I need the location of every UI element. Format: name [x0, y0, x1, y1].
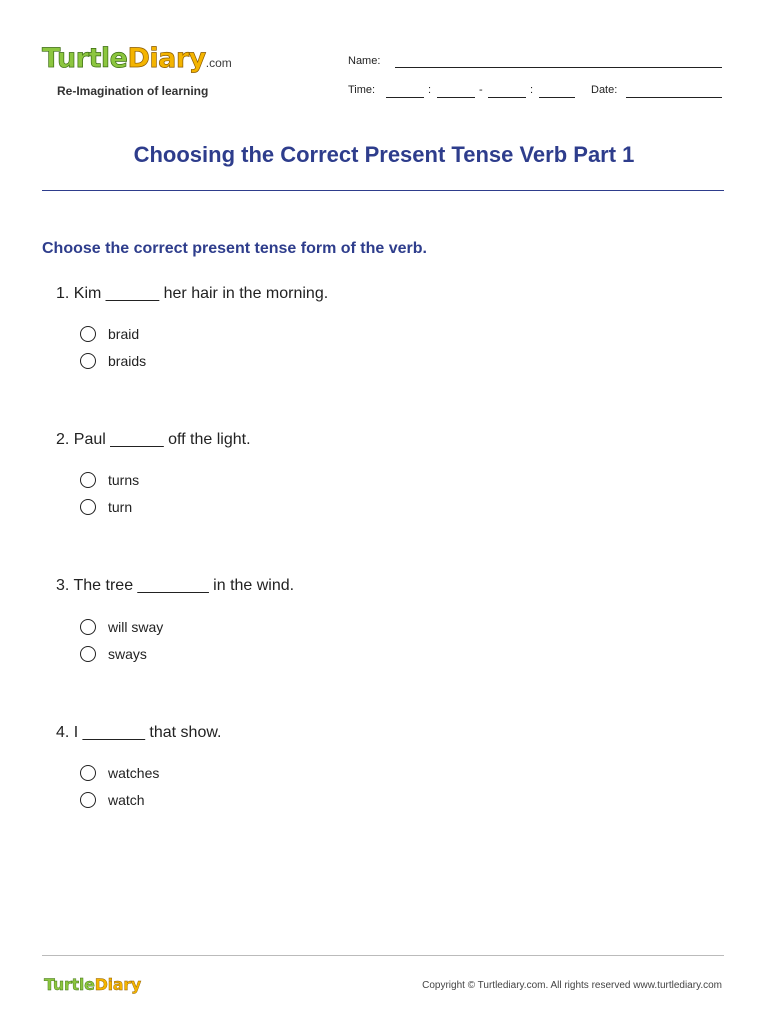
question-1: 1. Kim ______ her hair in the morning.	[56, 285, 329, 302]
question-2: 2. Paul ______ off the light.	[56, 431, 251, 448]
option-label: watches	[108, 765, 160, 781]
copyright-text: Copyright © Turtlediary.com. All rights reserved www.turtlediary.com	[422, 980, 722, 991]
question-1-option-1[interactable]	[80, 324, 139, 344]
footer-divider	[42, 955, 724, 956]
radio-circle-icon[interactable]	[80, 326, 96, 342]
question-4: 4. I _______ that show.	[56, 724, 222, 741]
option-label: will sway	[108, 619, 164, 635]
worksheet-title: Choosing the Correct Present Tense Verb Part 1	[133, 142, 635, 167]
radio-circle-icon[interactable]	[80, 646, 96, 662]
name-field[interactable]	[395, 67, 722, 68]
time-minute-end-field[interactable]	[539, 97, 575, 98]
question-3: 3. The tree ________ in the wind.	[56, 577, 295, 594]
date-label: Date:	[591, 84, 618, 96]
instruction-text: Choose the correct present tense form of the verb.	[42, 240, 427, 257]
question-4-option-1[interactable]	[80, 763, 159, 783]
time-minute-start-field[interactable]	[437, 97, 475, 98]
question-3-option-2[interactable]	[80, 644, 147, 664]
question-2-option-1[interactable]	[80, 470, 139, 490]
time-colon: :	[530, 84, 534, 96]
turtle-diary-logo	[42, 44, 232, 78]
radio-circle-icon[interactable]	[80, 353, 96, 369]
name-label: Name:	[348, 55, 381, 67]
option-label: watch	[108, 792, 145, 808]
question-1-option-2[interactable]	[80, 351, 146, 371]
footer-logo: TurtleDiary	[44, 975, 142, 994]
time-hour-end-field[interactable]	[488, 97, 526, 98]
question-4-option-2[interactable]	[80, 790, 145, 810]
logo-wordmark: TurtleDiary.com	[42, 43, 232, 74]
date-field[interactable]	[626, 97, 722, 98]
option-label: braid	[108, 326, 140, 342]
radio-circle-icon[interactable]	[80, 765, 96, 781]
logo-tagline: Re-Imagination of learning	[57, 84, 209, 98]
title-divider	[42, 190, 724, 191]
option-label: sways	[108, 646, 147, 662]
time-hour-start-field[interactable]	[386, 97, 424, 98]
time-label: Time:	[348, 84, 376, 96]
radio-circle-icon[interactable]	[80, 499, 96, 515]
option-label: turns	[108, 472, 140, 488]
option-label: braids	[108, 353, 147, 369]
time-colon: :	[428, 84, 432, 96]
radio-circle-icon[interactable]	[80, 472, 96, 488]
question-3-option-1[interactable]	[80, 617, 163, 637]
option-label: turn	[108, 499, 133, 515]
time-dash: -	[479, 84, 483, 96]
question-2-option-2[interactable]	[80, 497, 132, 517]
radio-circle-icon[interactable]	[80, 619, 96, 635]
radio-circle-icon[interactable]	[80, 792, 96, 808]
